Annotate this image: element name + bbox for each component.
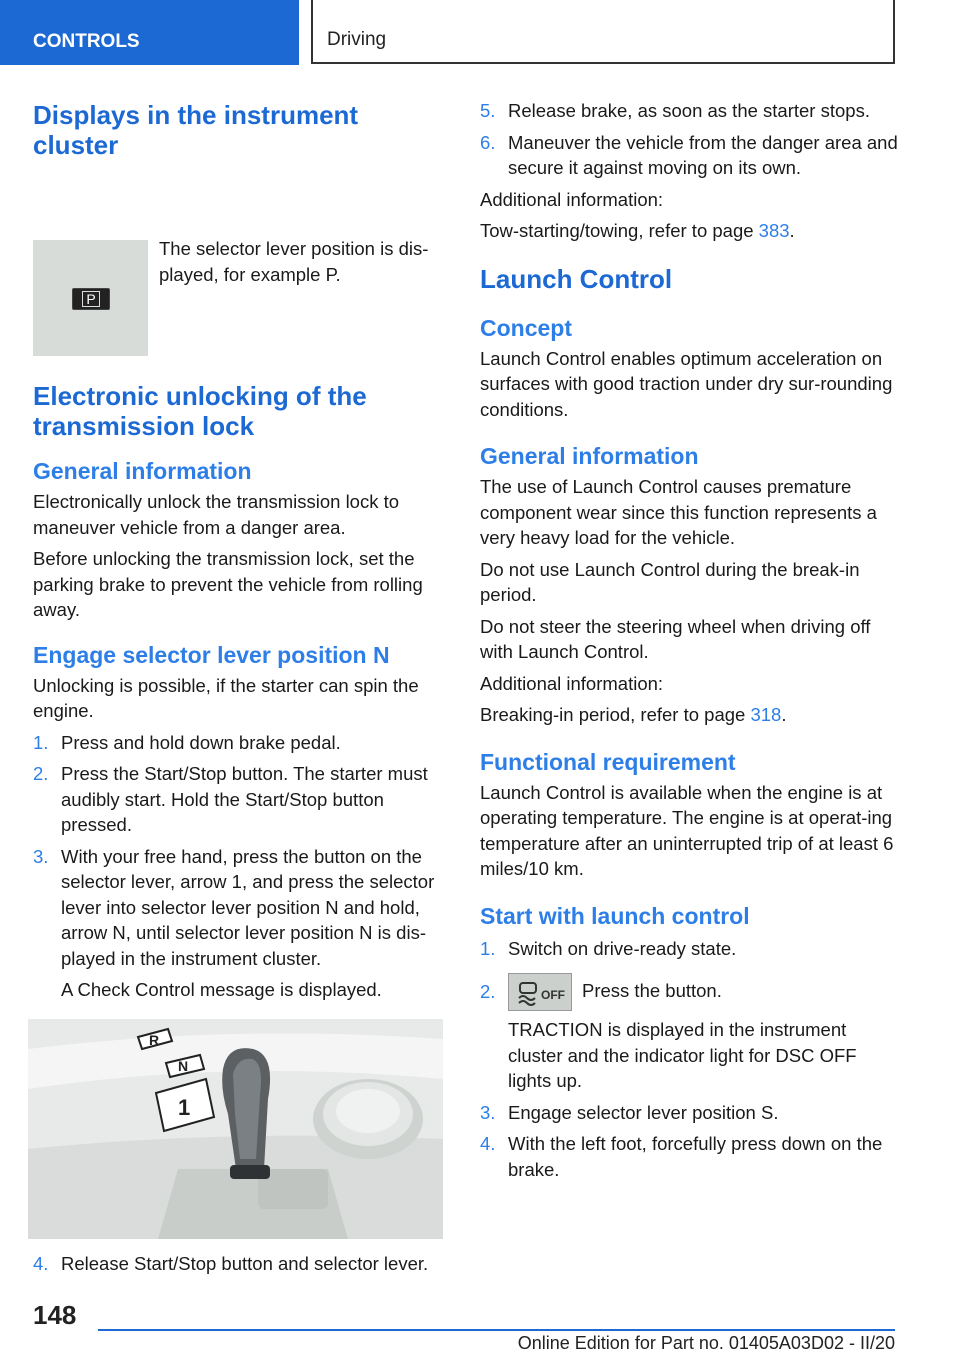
instrument-cluster-image bbox=[33, 240, 148, 356]
tow-page-link[interactable]: 383 bbox=[758, 220, 790, 241]
additional-info-2: Additional information: bbox=[480, 672, 664, 694]
dsc-off-button-icon: OFF bbox=[508, 973, 572, 1011]
heading-general-left: General information bbox=[33, 458, 252, 484]
displays-text: The selector lever position is dis-played, for example P. bbox=[159, 238, 429, 285]
unlock-steps bbox=[33, 730, 448, 1003]
selector-lever-illustration bbox=[28, 1019, 443, 1239]
list-item: 5. Release brake, as soon as the starter stops. bbox=[480, 100, 870, 121]
list-item: 3. Engage selector lever position S. bbox=[480, 1101, 779, 1123]
heading-concept: Concept bbox=[480, 314, 572, 341]
heading-general-right: General information bbox=[480, 443, 699, 469]
list-item: 3. With your free hand, press the button on the selector lever, arrow 1, and press the selector lever into selector lever position N and hold, arrow N, until selector lever position N is dis-played in the instrument cluster. A Check Control message is displayed. bbox=[33, 844, 448, 1003]
unlock-steps-right bbox=[480, 98, 900, 181]
section-tab: CONTROLS bbox=[0, 0, 299, 65]
edition-note: Online Edition for Part no. 01405A03D02 - II/20 bbox=[517, 1333, 895, 1353]
general-right-p3: Do not steer the steering wheel when driving off with Launch Control. bbox=[480, 615, 871, 662]
footer-divider bbox=[98, 1329, 895, 1331]
breakin-page-link[interactable]: 318 bbox=[750, 704, 782, 725]
step2-extra: TRACTION is displayed in the instrument cluster and the indicator light for DSC OFF lights up. bbox=[508, 1019, 857, 1091]
general-p1: Electronically unlock the transmission lock to maneuver vehicle from a danger area. bbox=[33, 491, 400, 538]
figure-label-r: R bbox=[149, 1031, 160, 1048]
list-item: 4. Release Start/Stop button and selector lever. bbox=[33, 1252, 429, 1274]
concept-text: Launch Control enables optimum acceleration on surfaces with good traction under dry sur-rounding conditions. bbox=[480, 347, 893, 420]
breakin-reference: Breaking-in period, refer to page 318. bbox=[480, 704, 787, 725]
selector-lever-figure bbox=[28, 1019, 443, 1239]
functional-text: Launch Control is available when the engine is at operating temperature. The engine is at operat-ing temperature after an uninterrupted trip of at least 6 miles/10 km. bbox=[480, 781, 894, 879]
heading-functional: Functional requirement bbox=[480, 748, 736, 775]
page-number: 148 bbox=[33, 1300, 77, 1330]
heading-displays: Displays in the instrument cluster bbox=[33, 100, 359, 160]
traction-car-icon bbox=[513, 977, 543, 1007]
general-right-p1: The use of Launch Control causes premature component wear since this function represents a very heavy load for the vehicle. bbox=[480, 476, 877, 548]
launch-steps bbox=[480, 936, 900, 1183]
heading-launch: Launch Control bbox=[480, 263, 673, 294]
display-block bbox=[33, 160, 448, 365]
p-indicator-icon: P bbox=[72, 288, 110, 310]
list-item: 2. OFF Press the button. TRACTION is displayed in the instrument cluster and the indicator light for DSC OFF lights up. bbox=[480, 973, 900, 1094]
list-item: 4. With the left foot, forcefully press down on the brake. bbox=[480, 1133, 883, 1180]
figure-label-n: N bbox=[178, 1057, 189, 1074]
general-p2: Before unlocking the transmission lock, set the parking brake to prevent the vehicle from rolling away. bbox=[33, 548, 423, 620]
additional-info: Additional information: bbox=[480, 188, 664, 210]
list-item: 1. Press and hold down brake pedal. bbox=[33, 731, 341, 753]
step3-extra: A Check Control message is displayed. bbox=[61, 979, 382, 1000]
list-item: 2. Press the Start/Stop button. The starter must audibly start. Hold the Start/Stop button pressed. bbox=[33, 763, 428, 835]
list-item: 1. Switch on drive-ready state. bbox=[480, 937, 737, 959]
left-column bbox=[33, 100, 448, 1276]
heading-unlock: Electronic unlocking of the transmission lock bbox=[33, 381, 367, 441]
right-column bbox=[480, 98, 900, 1182]
figure-label-1: 1 bbox=[178, 1094, 191, 1120]
unlock-steps-cont bbox=[33, 1251, 448, 1277]
tow-reference: Tow-starting/towing, refer to page 383. bbox=[480, 220, 795, 241]
general-right-p2: Do not use Launch Control during the break-in period. bbox=[480, 558, 860, 605]
heading-start: Start with launch control bbox=[480, 902, 750, 929]
heading-engage: Engage selector lever position N bbox=[33, 641, 390, 668]
list-item: 6. Maneuver the vehicle from the danger area and secure it against moving on its own. bbox=[480, 131, 898, 178]
chapter-tab: Driving bbox=[311, 0, 895, 64]
engage-p1: Unlocking is possible, if the starter can spin the engine. bbox=[33, 674, 419, 721]
